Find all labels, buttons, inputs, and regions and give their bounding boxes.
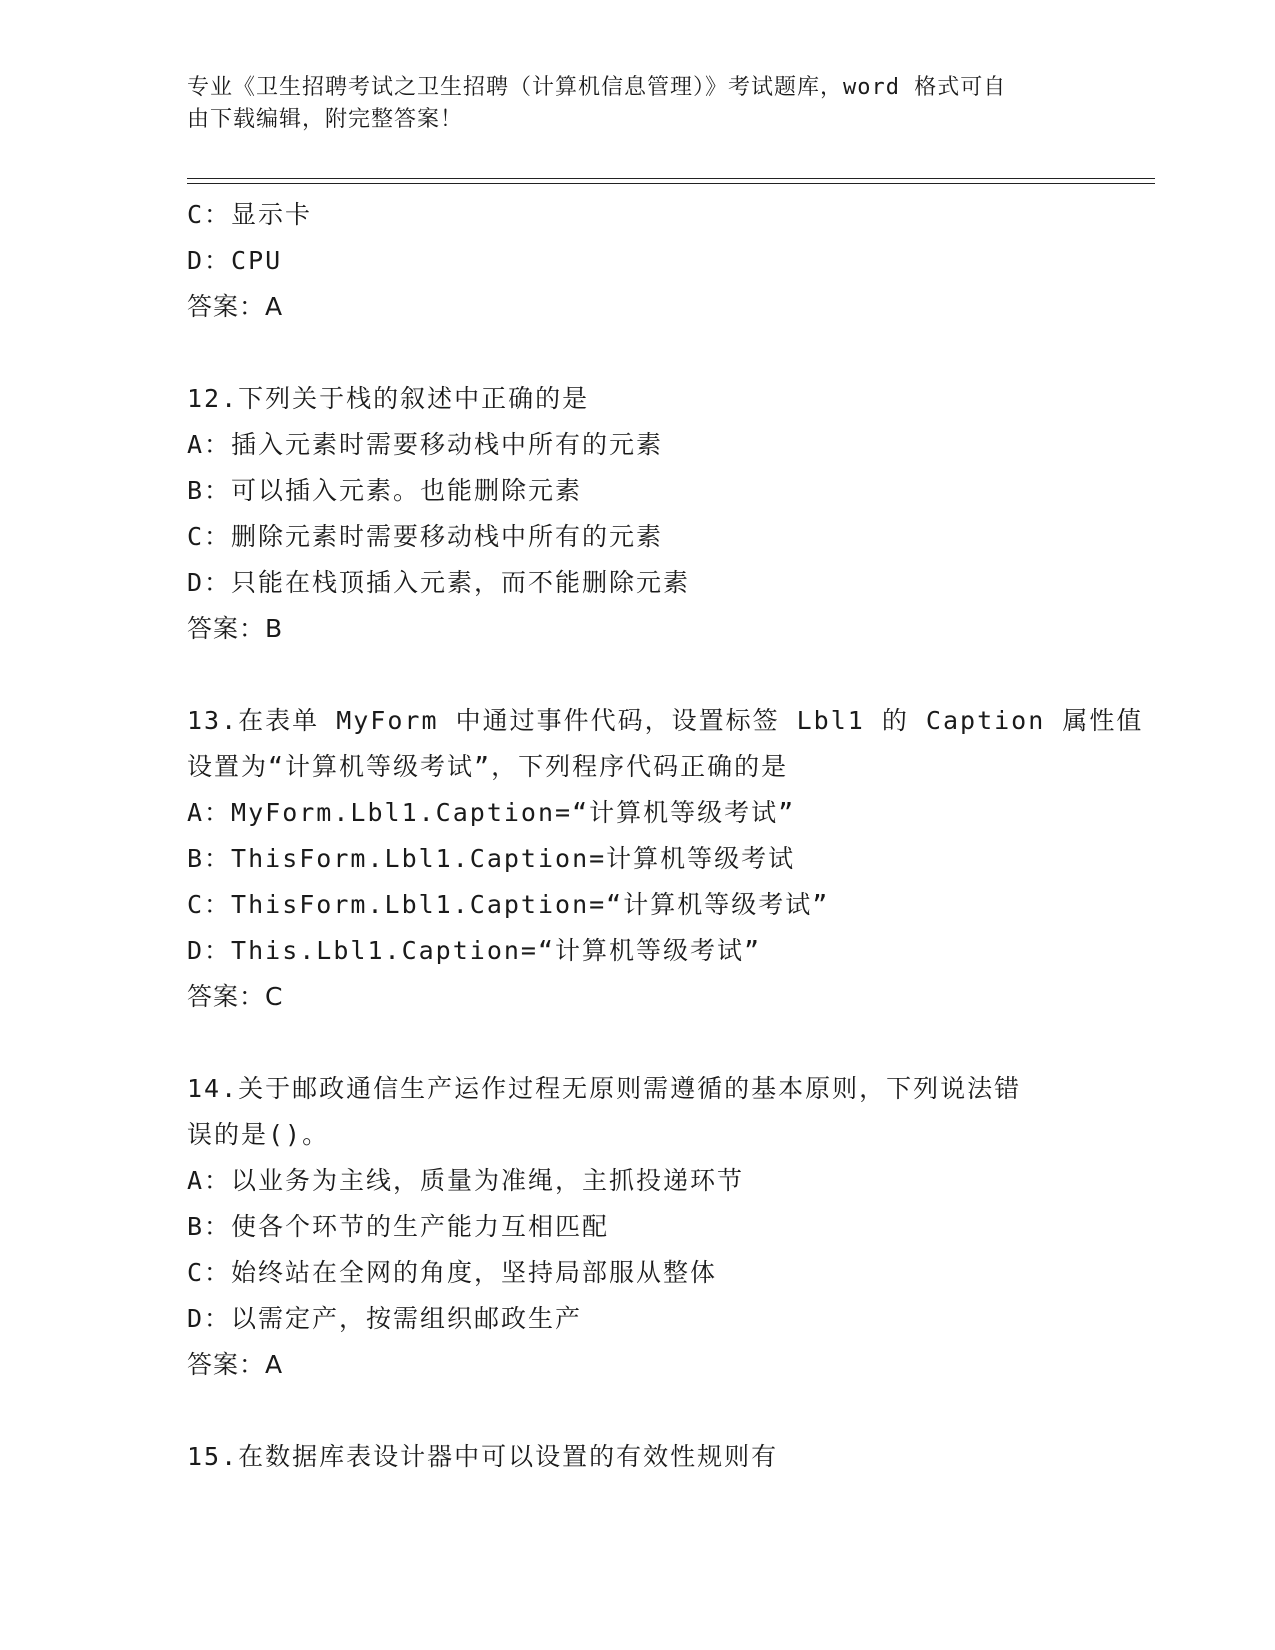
spacer (187, 330, 1087, 376)
option-b: B：使各个环节的生产能力互相匹配 (187, 1212, 610, 1241)
question-content (187, 192, 1144, 1480)
question-13 (187, 698, 1144, 1020)
option-a: A：MyForm.Lbl1.Caption=“计算机等级考试” (187, 798, 796, 827)
option-c: C：ThisForm.Lbl1.Caption=“计算机等级考试” (187, 890, 830, 919)
answer-line: 答案：A (187, 1350, 284, 1379)
option-b: B：ThisForm.Lbl1.Caption=计算机等级考试 (187, 844, 796, 873)
option-c: C：删除元素时需要移动栈中所有的元素 (187, 522, 664, 551)
question-block-continued (187, 192, 1087, 330)
question-12 (187, 376, 1087, 652)
question-15 (187, 1434, 1087, 1480)
option-d: D：只能在栈顶插入元素，而不能删除元素 (187, 568, 691, 597)
spacer (187, 1388, 1087, 1434)
header-divider-bottom (187, 183, 1155, 184)
option-c: C：始终站在全网的角度，坚持局部服从整体 (187, 1258, 718, 1287)
answer-line: 答案：C (187, 982, 284, 1011)
question-stem-continued: 设置为“计算机等级考试”，下列程序代码正确的是 (187, 752, 789, 781)
option-c: C：显示卡 (187, 200, 313, 229)
header-divider-top (187, 178, 1155, 179)
question-14 (187, 1066, 1087, 1388)
option-d: D：以需定产，按需组织邮政生产 (187, 1304, 583, 1333)
answer-line: 答案：B (187, 614, 284, 643)
question-stem: 14.关于邮政通信生产运作过程无原则需遵循的基本原则，下列说法错 (187, 1074, 1022, 1103)
header-line-1: 专业《卫生招聘考试之卫生招聘（计算机信息管理）》考试题库，word 格式可自 (187, 75, 1007, 100)
header-line-2: 由下载编辑，附完整答案！ (187, 107, 464, 132)
option-b: B：可以插入元素。也能删除元素 (187, 476, 583, 505)
option-a: A：插入元素时需要移动栈中所有的元素 (187, 430, 664, 459)
spacer (187, 652, 1087, 698)
question-stem: 13.在表单 MyForm 中通过事件代码，设置标签 Lbl1 的 Caption 属性值 (187, 706, 1144, 735)
spacer (187, 1020, 1087, 1066)
question-stem: 15.在数据库表设计器中可以设置的有效性规则有 (187, 1442, 779, 1471)
answer-line: 答案：A (187, 292, 284, 321)
document-header (187, 72, 1067, 136)
question-stem-continued: 误的是()。 (187, 1120, 330, 1149)
question-stem: 12.下列关于栈的叙述中正确的是 (187, 384, 590, 413)
option-a: A：以业务为主线，质量为准绳，主抓投递环节 (187, 1166, 745, 1195)
option-d: D：This.Lbl1.Caption=“计算机等级考试” (187, 936, 762, 965)
option-d: D：CPU (187, 246, 283, 275)
